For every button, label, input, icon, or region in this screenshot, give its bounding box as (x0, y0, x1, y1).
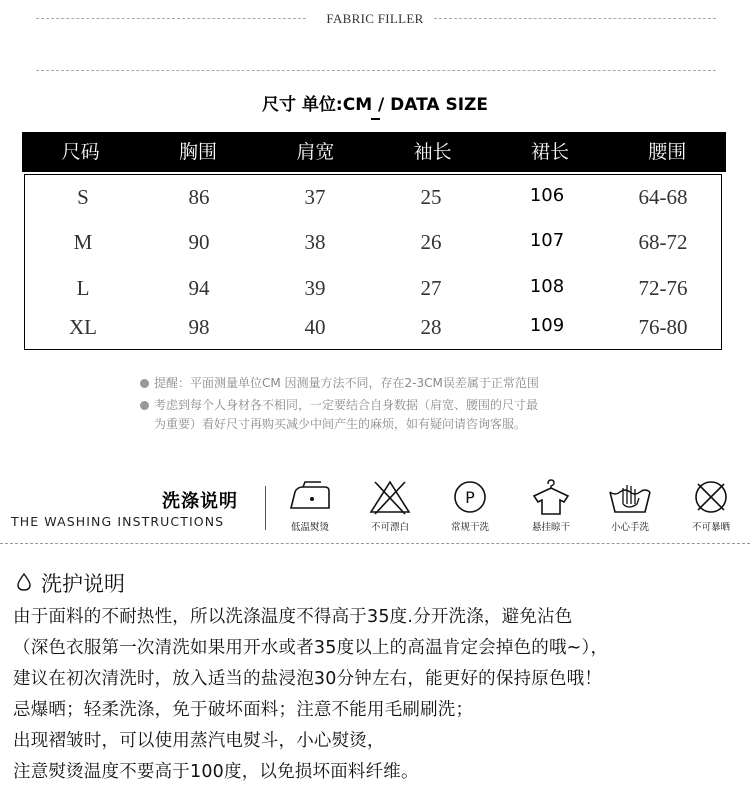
care-line: 出现褶皱时，可以使用蒸汽电熨斗，小心熨烫， (13, 731, 385, 751)
column-header-waist: 腰围 (648, 141, 687, 163)
table-cell: 25 (420, 185, 442, 209)
table-cell: 27 (420, 276, 442, 300)
table-row (25, 276, 721, 301)
table-cell: S (77, 185, 89, 209)
care-line: 注意熨烫温度不要高于100度，以免损坏面料纤维。 (13, 762, 419, 782)
bullet-dot-icon (140, 401, 149, 410)
note-fit (140, 396, 538, 415)
table-cell: 90 (188, 230, 210, 254)
section-divider (36, 70, 716, 71)
size-table-body (24, 174, 722, 350)
column-header-size: 尺码 (61, 141, 100, 163)
hang-dry-icon (526, 478, 576, 516)
table-cell: 28 (420, 315, 442, 339)
care-symbol-hang (519, 478, 583, 533)
table-cell: M (73, 230, 93, 254)
table-cell: 106 (529, 185, 565, 206)
no-bleach-icon (365, 478, 415, 516)
washing-divider (265, 486, 266, 530)
care-line: 建议在初次清洗时，放入适当的盐浸泡30分钟左右，能更好的保持原色哦！ (13, 669, 603, 689)
care-title (17, 568, 743, 598)
note-measurement (140, 374, 539, 393)
bullet-dot-icon (140, 379, 149, 388)
icon-label: 低温熨烫 (290, 522, 329, 533)
table-cell: L (76, 276, 90, 300)
care-instructions (13, 568, 743, 788)
table-cell: 39 (304, 276, 326, 300)
header-divider-right (434, 18, 716, 19)
icon-label: 常规干洗 (450, 522, 489, 533)
table-cell: 109 (529, 315, 565, 336)
hand-wash-icon (605, 478, 655, 516)
table-cell: 98 (188, 315, 210, 339)
care-symbol-bleach (358, 478, 422, 533)
care-line: 忌爆晒；轻柔洗涤，免于破坏面料；注意不能用毛刷刷洗； (13, 700, 474, 720)
table-cell: 26 (420, 230, 442, 254)
water-drop-icon (17, 572, 31, 596)
table-cell: 72-76 (638, 276, 688, 300)
care-line: 由于面料的不耐热性，所以洗涤温度不得高于35度.分开洗涤，避免沾色 (13, 607, 573, 627)
column-header-sleeve: 袖长 (413, 141, 452, 163)
table-cell: 64-68 (638, 185, 688, 209)
washing-title-en: THE WASHING INSTRUCTIONS (11, 514, 225, 529)
title-underline-mark (371, 118, 380, 120)
icon-label: 悬挂晾干 (531, 522, 570, 533)
table-row (25, 315, 721, 340)
care-symbol-dry-clean (438, 478, 502, 533)
table-cell: 76-80 (638, 315, 688, 339)
icon-label: 不可漂白 (370, 522, 409, 533)
note-text: 为重要）看好尺寸再购买减少中间产生的麻烦，如有疑问请咨询客服。 (154, 417, 527, 431)
svg-text:P: P (465, 488, 475, 507)
icon-label: 不可暴晒 (691, 522, 730, 533)
care-symbol-hand-wash (598, 478, 662, 533)
washing-section-divider (0, 543, 750, 544)
icon-label: 小心手洗 (610, 522, 649, 533)
table-cell: XL (69, 315, 97, 339)
table-cell: 94 (188, 276, 210, 300)
column-header-dress-length: 裙长 (530, 141, 569, 163)
table-row (25, 230, 721, 255)
dry-clean-p-icon (445, 478, 495, 516)
table-cell: 38 (304, 230, 326, 254)
note-text: 考虑到每个人身材各不相同，一定要结合自身数据（肩宽、腰围的尺寸最 (154, 398, 539, 412)
fabric-filler-title: FABRIC FILLER (326, 11, 424, 26)
washing-title-cn: 洗涤说明 (162, 491, 238, 512)
size-table-header (22, 132, 726, 172)
table-cell: 108 (529, 276, 565, 297)
care-title-text: 洗护说明 (41, 572, 125, 596)
table-cell: 37 (304, 185, 326, 209)
note-text: 提醒：平面测量单位CM 因测量方法不同，存在2-3CM误差属于正常范围 (154, 376, 539, 390)
care-symbol-iron (278, 478, 342, 533)
care-line: （深色衣服第一次清洗如果用开水或者35度以上的高温肯定会掉色的哦~）， (13, 638, 609, 658)
no-tumble-dry-icon (686, 478, 736, 516)
table-cell: 86 (188, 185, 210, 209)
iron-low-temp-icon (285, 478, 335, 516)
size-chart-title: 尺寸 单位:CM / DATA SIZE (262, 95, 488, 115)
table-cell: 40 (304, 315, 326, 339)
table-cell: 68-72 (638, 230, 688, 254)
column-header-bust: 胸围 (178, 141, 217, 163)
column-header-shoulder: 肩宽 (296, 141, 335, 163)
table-cell: 107 (529, 230, 565, 251)
note-fit-continued (154, 415, 526, 434)
care-symbol-sun (679, 478, 743, 533)
table-row (25, 185, 721, 210)
